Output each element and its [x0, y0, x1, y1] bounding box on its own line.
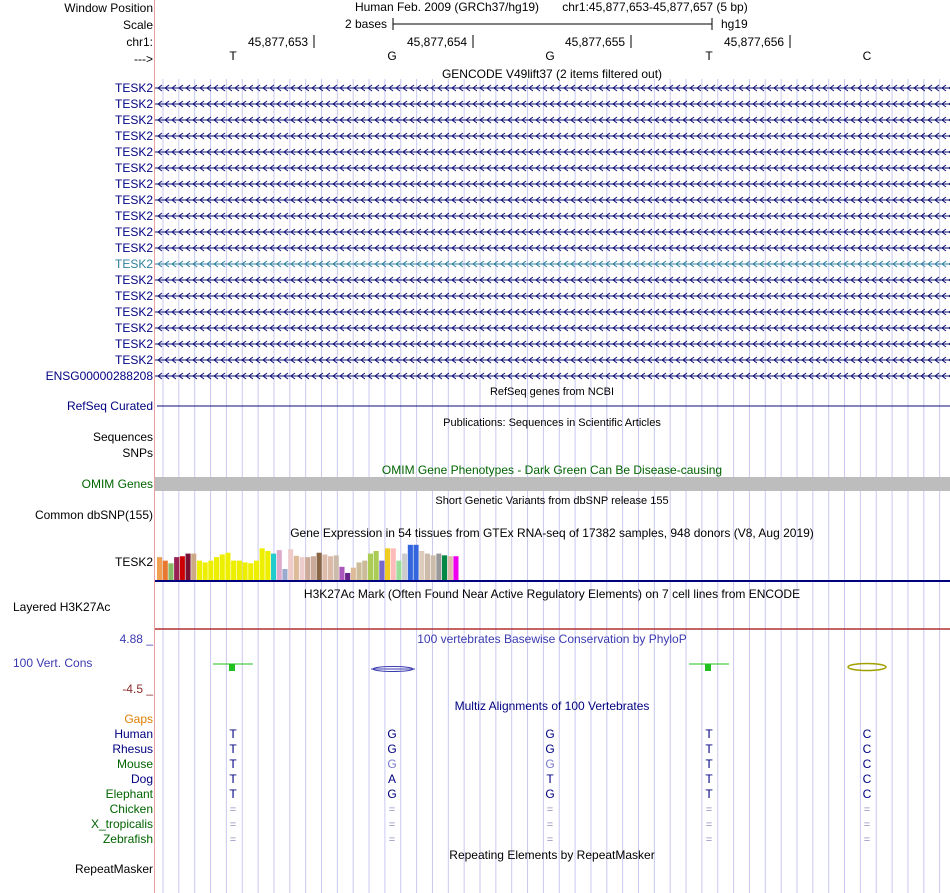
gtex-tissue-bar — [180, 556, 185, 580]
species-label: Rhesus — [112, 742, 153, 756]
gtex-tissue-bar — [408, 545, 413, 580]
h3k27ac-track-title: H3K27Ac Mark (Often Found Near Active Regulatory Elements) on 7 cell lines from ENCODE — [303, 587, 801, 601]
gtex-tissue-bar — [168, 563, 173, 580]
gtex-tissue-bar — [396, 561, 401, 580]
coordinate-tick-label: 45,877,656 — [724, 35, 785, 49]
gtex-tissue-bar — [339, 567, 344, 580]
alignment-base: C — [862, 772, 872, 786]
alignment-base: G — [545, 727, 555, 741]
reference-base: C — [862, 49, 872, 63]
gencode-transcript-label[interactable]: TESK2 — [114, 353, 153, 367]
gencode-transcript-label[interactable]: TESK2 — [114, 225, 153, 239]
gtex-gene-label[interactable]: TESK2 — [114, 555, 153, 569]
alignment-base: C — [862, 742, 872, 756]
alignment-base: = — [229, 804, 237, 816]
gencode-transcript-label[interactable]: TESK2 — [114, 161, 153, 175]
phylop-positive-bar — [229, 664, 235, 671]
alignment-base: T — [229, 772, 237, 786]
alignment-base: G — [545, 757, 555, 771]
gtex-tissue-bar — [362, 561, 367, 580]
gencode-transcript-label[interactable]: TESK2 — [114, 81, 153, 95]
alignment-base: C — [862, 787, 872, 801]
alignment-base: = — [229, 819, 237, 831]
gtex-tissue-bar — [402, 554, 407, 580]
gencode-track-title: GENCODE V49lift37 (2 items filtered out) — [441, 67, 663, 81]
gtex-tissue-bar — [260, 548, 265, 580]
conservation-min-label: -4.5 _ — [122, 682, 153, 696]
alignment-base: T — [705, 757, 713, 771]
gtex-tissue-bar — [431, 555, 436, 580]
gtex-tissue-bar — [157, 557, 162, 580]
gtex-tissue-bar — [385, 548, 390, 580]
phylop-track-title: 100 vertebrates Basewise Conservation by PhyloP — [417, 632, 687, 646]
gtex-tissue-bar — [197, 561, 202, 580]
alignment-base: = — [705, 834, 713, 846]
species-label: Mouse — [116, 757, 153, 771]
gtex-tissue-bar — [345, 573, 350, 580]
reference-base: T — [229, 49, 237, 63]
gtex-tissue-bar — [419, 551, 424, 580]
species-label: Dog — [130, 772, 153, 786]
omim-genes-label[interactable]: OMIM Genes — [81, 477, 153, 491]
gtex-tissue-bar — [436, 554, 441, 580]
refseq-curated-label[interactable]: RefSeq Curated — [66, 399, 153, 413]
gtex-tissue-bar — [328, 556, 333, 580]
gtex-tissue-bar — [243, 562, 248, 580]
gtex-tissue-bar — [282, 569, 287, 580]
genome-browser-track-image[interactable] — [155, 0, 950, 893]
alignment-base: T — [229, 787, 237, 801]
gtex-tissue-bar — [231, 561, 236, 580]
gtex-tissue-bar — [208, 561, 213, 580]
alignment-base: A — [387, 772, 397, 786]
gtex-tissue-bar — [374, 551, 379, 580]
omim-gene-bar — [155, 477, 950, 491]
alignment-base: T — [705, 787, 713, 801]
scale-label: Scale — [122, 18, 153, 32]
gtex-tissue-bar — [174, 557, 179, 580]
gtex-tissue-bar — [391, 548, 396, 580]
gtex-tissue-bar — [225, 553, 230, 580]
species-label: Elephant — [105, 787, 153, 801]
alignment-base: T — [229, 742, 237, 756]
gencode-transcript-label[interactable]: TESK2 — [114, 337, 153, 351]
gencode-transcript-label[interactable]: TESK2 — [114, 305, 153, 319]
snps-label[interactable]: SNPs — [122, 446, 153, 460]
publications-track-title: Publications: Sequences in Scientific Articles — [443, 417, 661, 429]
gtex-tissue-bar — [311, 556, 316, 580]
species-label: Zebrafish — [102, 832, 153, 846]
alignment-base: = — [546, 819, 554, 831]
alignment-base: = — [546, 804, 554, 816]
alignment-base: = — [388, 804, 396, 816]
strand-arrow-label: ---> — [134, 52, 153, 66]
alignment-base: G — [387, 757, 397, 771]
gtex-tissue-bar — [237, 561, 242, 580]
conservation-max-label: 4.88 _ — [119, 632, 153, 646]
gtex-tissue-bar — [277, 550, 282, 580]
phylop-positive-glyph — [848, 664, 886, 671]
gtex-tissue-bar — [265, 551, 270, 580]
gtex-tissue-bar — [254, 561, 259, 580]
gtex-tissue-bar — [442, 555, 447, 580]
phylop-positive-bar — [705, 664, 711, 671]
species-label: Chicken — [109, 802, 153, 816]
refseq-track-title: RefSeq genes from NCBI — [489, 386, 615, 398]
gtex-tissue-bar — [191, 554, 196, 580]
alignment-base: = — [388, 819, 396, 831]
sequences-label[interactable]: Sequences — [92, 430, 153, 444]
omim-track-title: OMIM Gene Phenotypes - Dark Green Can Be Disease-causing — [381, 463, 723, 477]
species-label: X_tropicalis — [90, 817, 153, 831]
gtex-tissue-bar — [248, 563, 253, 580]
track-label-panel — [0, 0, 155, 893]
alignment-base: C — [862, 757, 872, 771]
gtex-tissue-bar — [186, 554, 191, 580]
alignment-base: T — [705, 727, 713, 741]
gtex-tissue-bar — [448, 556, 453, 580]
alignment-base: G — [545, 742, 555, 756]
layered-h3k27ac-label[interactable]: Layered H3K27Ac — [13, 600, 111, 614]
gtex-tissue-bar — [305, 557, 310, 580]
gtex-tissue-bar — [414, 545, 419, 580]
gtex-tissue-bar — [288, 549, 293, 580]
chromosome-label: chr1: — [126, 35, 153, 49]
gtex-tissue-bar — [214, 557, 219, 580]
gtex-tissue-bar — [317, 553, 322, 580]
gtex-tissue-bar — [322, 554, 327, 580]
alignment-base: = — [388, 834, 396, 846]
alignment-base: = — [863, 804, 871, 816]
alignment-base: T — [705, 772, 713, 786]
alignment-base: G — [545, 787, 555, 801]
gencode-transcript-label[interactable]: TESK2 — [114, 273, 153, 287]
vert-cons-label[interactable]: 100 Vert. Cons — [13, 656, 93, 670]
position-readout: chr1:45,877,653-45,877,657 (5 bp) — [562, 0, 748, 14]
repeatmasker-label[interactable]: RepeatMasker — [74, 862, 153, 876]
alignment-base: T — [229, 757, 237, 771]
gtex-tissue-bar — [351, 568, 356, 580]
dbsnp-track-title: Short Genetic Variants from dbSNP release 155 — [435, 495, 669, 507]
alignment-base: G — [387, 742, 397, 756]
gtex-tissue-bar — [379, 561, 384, 580]
gtex-tissue-bar — [357, 562, 362, 580]
alignment-base: = — [863, 819, 871, 831]
scale-text: 2 bases — [345, 17, 388, 31]
reference-base: G — [545, 49, 555, 63]
gtex-tissue-bar — [300, 557, 305, 580]
alignment-base: T — [705, 742, 713, 756]
gaps-label: Gaps — [124, 712, 153, 726]
gencode-transcript-label[interactable]: TESK2 — [114, 321, 153, 335]
species-label: Human — [114, 727, 153, 741]
multiz-track-title: Multiz Alignments of 100 Vertebrates — [454, 699, 650, 713]
gencode-transcript-label[interactable]: TESK2 — [114, 209, 153, 223]
gtex-tissue-bar — [271, 554, 276, 580]
gtex-tissue-bar — [425, 554, 430, 580]
gtex-tissue-bar — [220, 554, 225, 580]
reference-base: G — [387, 49, 397, 63]
gencode-transcript-label[interactable]: TESK2 — [114, 257, 153, 271]
gtex-tissue-bar — [368, 554, 373, 580]
coordinate-tick-label: 45,877,655 — [565, 35, 626, 49]
gtex-tissue-bar — [334, 555, 339, 580]
alignment-base: = — [705, 804, 713, 816]
alignment-base: = — [863, 834, 871, 846]
gtex-tissue-bar — [163, 561, 168, 580]
reference-base: T — [705, 49, 713, 63]
alignment-base: = — [546, 834, 554, 846]
assembly-title: Human Feb. 2009 (GRCh37/hg19) — [354, 0, 540, 14]
gtex-tissue-bar — [453, 556, 458, 580]
gencode-transcript-label[interactable]: ENSG00000288208 — [45, 369, 153, 383]
gencode-transcript-label[interactable]: TESK2 — [114, 241, 153, 255]
coordinate-tick-label: 45,877,654 — [407, 35, 468, 49]
gencode-transcript-label[interactable]: TESK2 — [114, 97, 153, 111]
gtex-tissue-bar — [203, 562, 208, 580]
alignment-base: T — [229, 727, 237, 741]
gtex-track-title: Gene Expression in 54 tissues from GTEx RNA-seq of 17382 samples, 948 donors (V8, Aug 2019) — [290, 526, 814, 540]
alignment-base: = — [229, 834, 237, 846]
window-position-label: Window Position — [64, 1, 153, 15]
repeatmasker-track-title: Repeating Elements by RepeatMasker — [449, 848, 655, 862]
gencode-transcript-label[interactable]: TESK2 — [114, 129, 153, 143]
gencode-transcript-label[interactable]: TESK2 — [114, 193, 153, 207]
alignment-base: G — [387, 727, 397, 741]
alignment-base: G — [387, 787, 397, 801]
alignment-base: = — [705, 819, 713, 831]
alignment-base: C — [862, 727, 872, 741]
coordinate-tick-label: 45,877,653 — [248, 35, 309, 49]
gencode-transcript-label[interactable]: TESK2 — [114, 177, 153, 191]
gencode-transcript-label[interactable]: TESK2 — [114, 145, 153, 159]
alignment-base: T — [546, 772, 554, 786]
assembly-db-label: hg19 — [721, 17, 748, 31]
gtex-tissue-bar — [294, 556, 299, 580]
gencode-transcript-label[interactable]: TESK2 — [114, 289, 153, 303]
gencode-transcript-label[interactable]: TESK2 — [114, 113, 153, 127]
common-dbsnp-label[interactable]: Common dbSNP(155) — [34, 508, 153, 522]
